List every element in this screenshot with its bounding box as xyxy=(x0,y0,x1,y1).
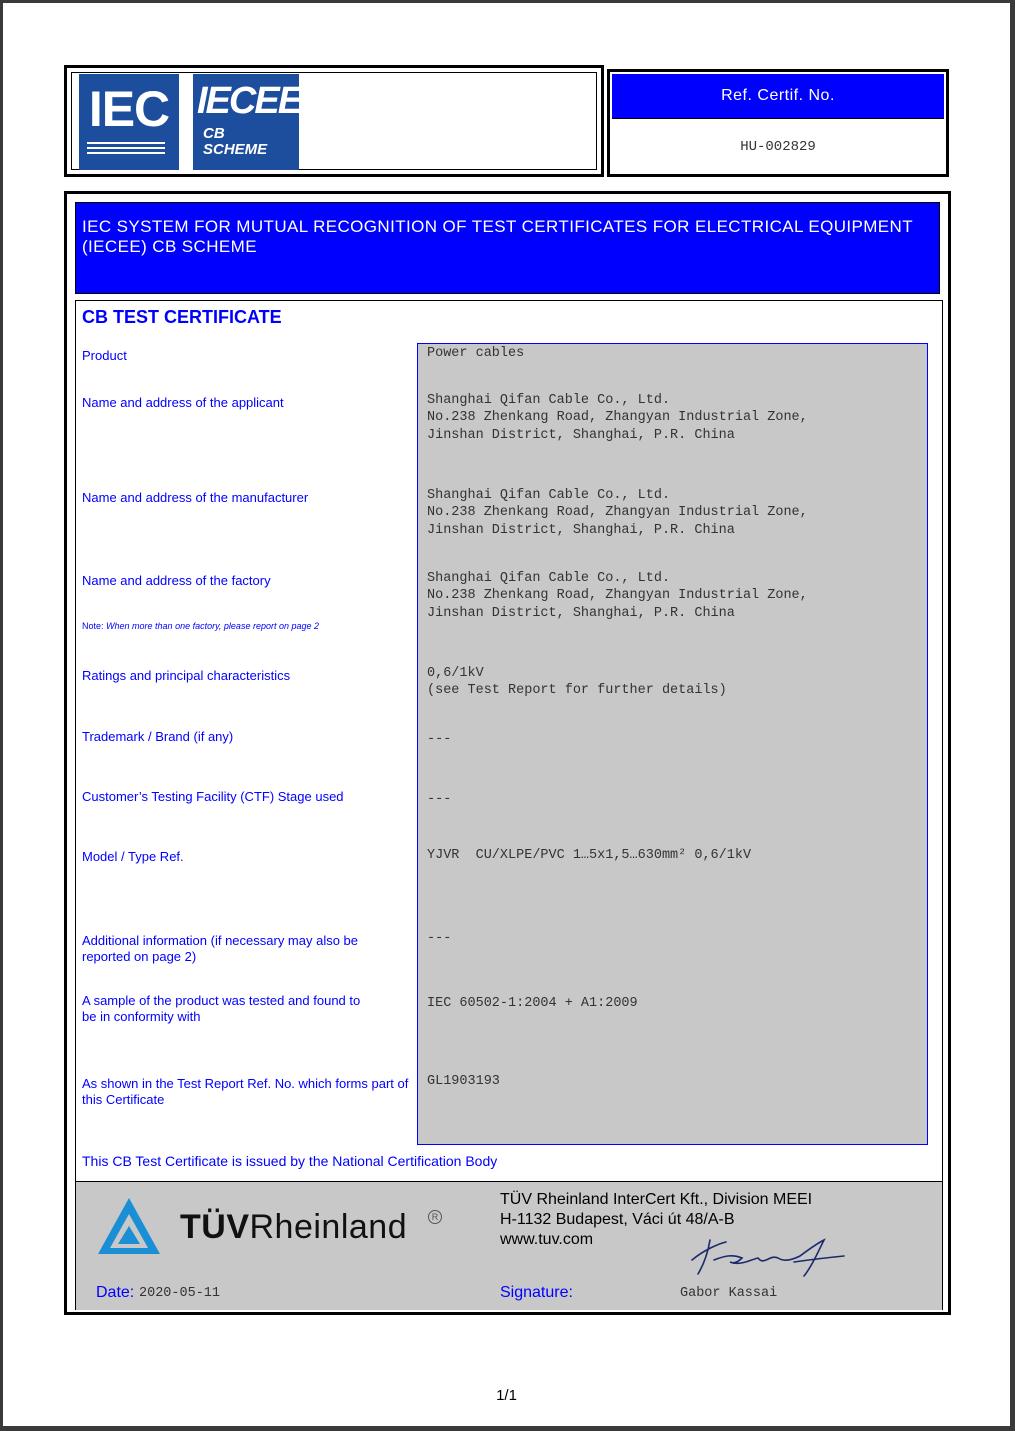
scheme-banner xyxy=(75,202,940,294)
registered-mark: R xyxy=(428,1210,442,1224)
signature-name: Gabor Kassai xyxy=(680,1286,778,1301)
handwritten-signature xyxy=(684,1230,864,1280)
field-label-test-report: As shown in the Test Report Ref. No. which forms part of this Certificate xyxy=(82,1076,409,1107)
ref-value: HU-002829 xyxy=(612,118,944,175)
iec-logo-text: IEC xyxy=(88,81,170,137)
field-value-ratings: 0,6/1kV (see Test Report for further details) xyxy=(427,666,727,699)
ref-label: Ref. Certif. No. xyxy=(612,74,944,118)
iecee-logo-text: IECEE xyxy=(197,80,302,122)
ref-certificate-box xyxy=(607,69,949,177)
logo-box xyxy=(64,65,604,177)
banner-text: IEC SYSTEM FOR MUTUAL RECOGNITION OF TEST CERTIFICATES FOR ELECTRICAL EQUIPMENT (IECEE) CB SCHEME xyxy=(82,217,913,256)
certification-body-address: TÜV Rheinland InterCert Kft., Division MEEI H-1132 Budapest, Váci út 48/A-B www.tuv.com xyxy=(500,1191,813,1248)
field-value-test-report: GL1903193 xyxy=(427,1074,500,1089)
date-label: Date: xyxy=(96,1284,135,1301)
iec-iecee-logo xyxy=(79,74,302,170)
field-value-manufacturer: Shanghai Qifan Cable Co., Ltd. No.238 Zhenkang Road, Zhangyan Industrial Zone, Jinshan District, Shanghai, P.R. China xyxy=(427,488,808,538)
certificate-title: CB TEST CERTIFICATE xyxy=(82,307,282,327)
field-value-additional-info: --- xyxy=(427,931,452,946)
issued-by-text: This CB Test Certificate is issued by the National Certification Body xyxy=(82,1153,498,1169)
cb-scheme-logo-text: CB SCHEME xyxy=(203,125,268,158)
field-value-applicant: Shanghai Qifan Cable Co., Ltd. No.238 Zhenkang Road, Zhangyan Industrial Zone, Jinshan District, Shanghai, P.R. China xyxy=(427,393,808,443)
certificate-content xyxy=(75,300,943,1310)
page-number: 1/1 xyxy=(496,1387,517,1404)
field-label-product: Product xyxy=(82,348,127,363)
field-value-trademark: --- xyxy=(427,732,452,747)
field-value-conformity: IEC 60502-1:2004 + A1:2009 xyxy=(427,996,638,1011)
main-frame xyxy=(64,191,951,1315)
field-label-additional-info: Additional information (if necessary may also be reported on page 2) xyxy=(82,933,359,964)
field-label-manufacturer: Name and address of the manufacturer xyxy=(82,490,309,505)
field-label-applicant: Name and address of the applicant xyxy=(82,395,284,410)
certificate-page xyxy=(3,3,1010,1426)
field-value-product: Power cables xyxy=(427,346,525,361)
field-label-factory: Name and address of the factory xyxy=(82,573,271,588)
field-label-conformity: A sample of the product was tested and found to be in conformity with xyxy=(82,993,361,1024)
signature-label: Signature: xyxy=(500,1284,573,1301)
field-value-factory: Shanghai Qifan Cable Co., Ltd. No.238 Zhenkang Road, Zhangyan Industrial Zone, Jinshan District, Shanghai, P.R. China xyxy=(427,571,808,621)
values-panel xyxy=(417,343,928,1145)
field-value-ctf-stage: --- xyxy=(427,792,452,807)
field-label-ctf-stage: Customer’s Testing Facility (CTF) Stage used xyxy=(82,789,344,804)
certification-body-footer xyxy=(76,1181,942,1310)
field-value-model: YJVR CU/XLPE/PVC 1…5x1,5…630mm² 0,6/1kV xyxy=(427,848,752,863)
field-label-ratings: Ratings and principal characteristics xyxy=(82,668,291,683)
field-label-model: Model / Type Ref. xyxy=(82,849,184,864)
tuv-triangle-logo-icon xyxy=(96,1196,162,1256)
factory-note: Note: When more than one factory, please report on page 2 xyxy=(82,621,319,631)
field-label-trademark: Trademark / Brand (if any) xyxy=(82,729,234,744)
date-value: 2020-05-11 xyxy=(139,1286,221,1301)
tuv-rheinland-wordmark: TÜVRheinland xyxy=(180,1208,408,1246)
iec-logo-lines xyxy=(87,142,165,158)
